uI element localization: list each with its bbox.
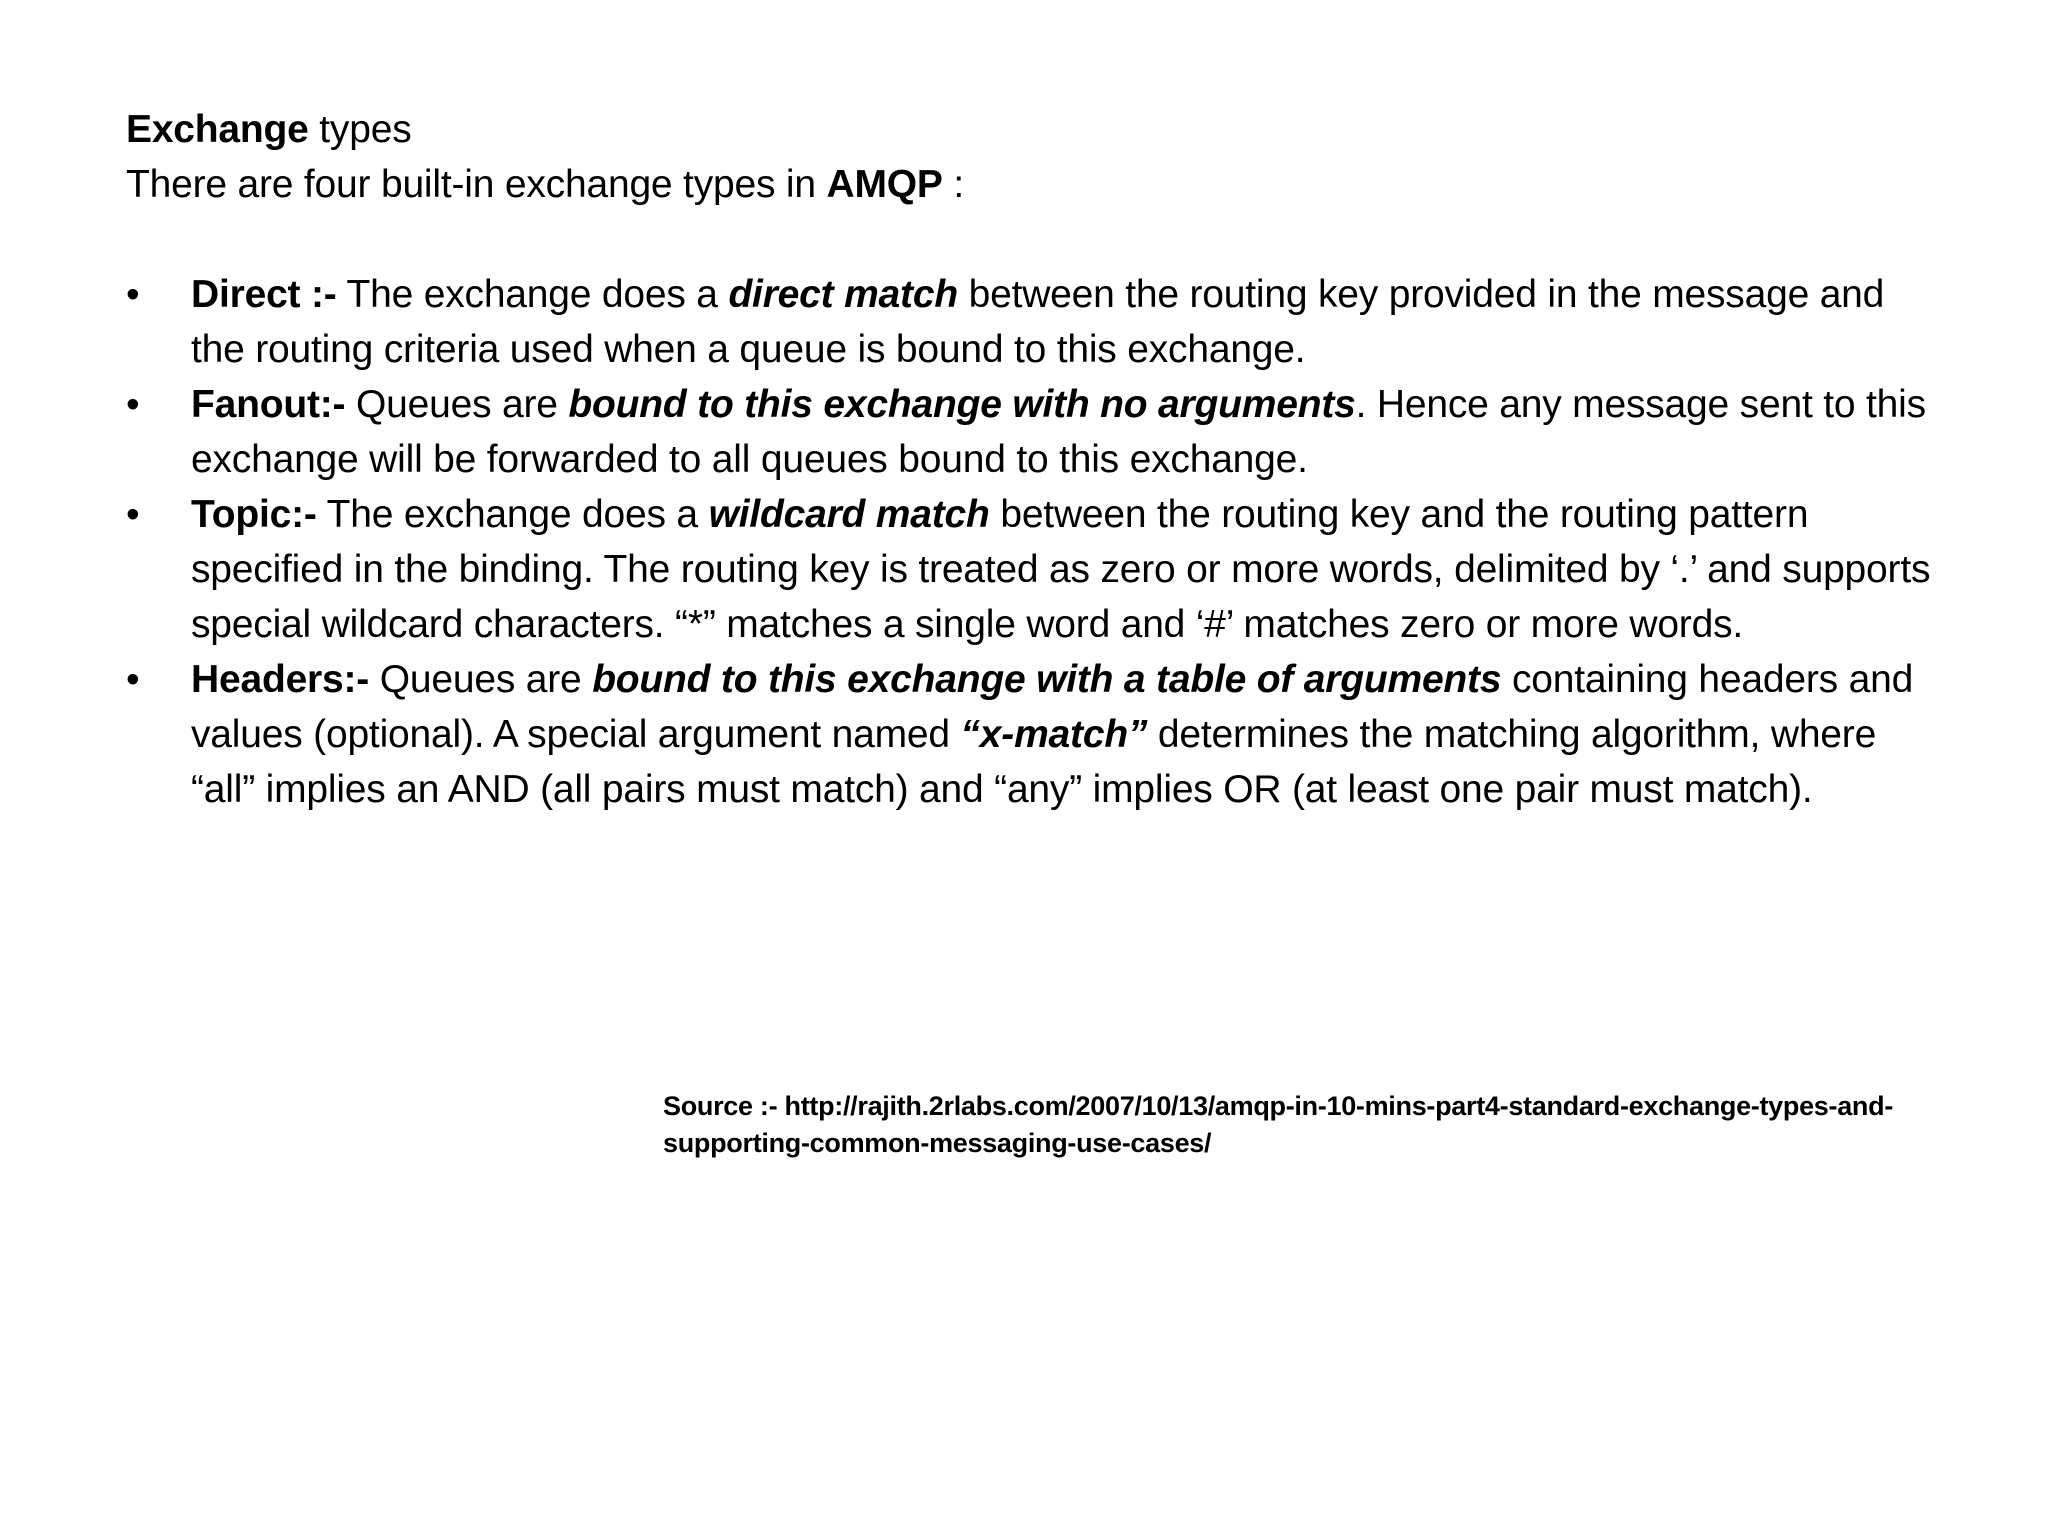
item-text: . Hence any message sent to this exchange will be forwarded to all queues bound to this exchange. (191, 383, 1926, 481)
item-text: Queues are (345, 383, 569, 426)
item-label: Direct :- (191, 273, 337, 316)
item-text: Queues are (369, 658, 593, 701)
emphasis-text: wildcard match (708, 493, 990, 536)
title-rest: types (308, 108, 412, 151)
bullet-icon: • (126, 383, 140, 426)
intro-suffix: : (942, 163, 964, 206)
item-label: Headers:- (191, 658, 370, 701)
intro-text (126, 157, 1946, 212)
emphasis-text: bound to this exchange with a table of arguments (592, 658, 1502, 701)
bullet-icon: • (126, 273, 140, 316)
item-text: The exchange does a (336, 273, 729, 316)
item-text: The exchange does a (316, 493, 709, 536)
item-label: Fanout:- (191, 383, 346, 426)
list-item (126, 487, 1946, 652)
list-item (126, 652, 1946, 817)
intro-bold: AMQP (826, 163, 943, 206)
intro-prefix: There are four built-in exchange types in (126, 163, 827, 206)
source-line-2: supporting-common-messaging-use-cases/ (663, 1128, 1212, 1158)
item-text: determines the matching algorithm, where “all” implies an AND (all pairs must match) and “any” implies OR (at least one pair must match). (191, 713, 1877, 811)
emphasis-text: direct match (728, 273, 958, 316)
exchange-type-list (126, 267, 1946, 817)
emphasis-text: bound to this exchange with no arguments (568, 383, 1356, 426)
item-text: between the routing key provided in the message and the routing criteria used when a queue is bound to this exchange. (191, 273, 1885, 371)
bullet-icon: • (126, 658, 140, 701)
source-citation (663, 1088, 1983, 1162)
emphasis-text: “x-match” (960, 713, 1148, 756)
list-item (126, 377, 1946, 487)
item-text: containing headers and values (optional). A special argument named (191, 658, 1914, 756)
list-item (126, 267, 1946, 377)
slide-title (126, 102, 1946, 157)
slide-body (126, 102, 1946, 817)
item-text: between the routing key and the routing pattern specified in the binding. The routing key is treated as zero or more words, delimited by ‘.’ and supports special wildcard characters. “*” matches a single word and ‘#’ matches zero or more words. (191, 493, 1931, 646)
item-label: Topic:- (191, 493, 317, 536)
title-bold: Exchange (126, 108, 309, 151)
bullet-icon: • (126, 493, 140, 536)
source-line-1: Source :- http://rajith.2rlabs.com/2007/10/13/amqp-in-10-mins-part4-standard-exchange-types-and- (663, 1091, 1894, 1121)
